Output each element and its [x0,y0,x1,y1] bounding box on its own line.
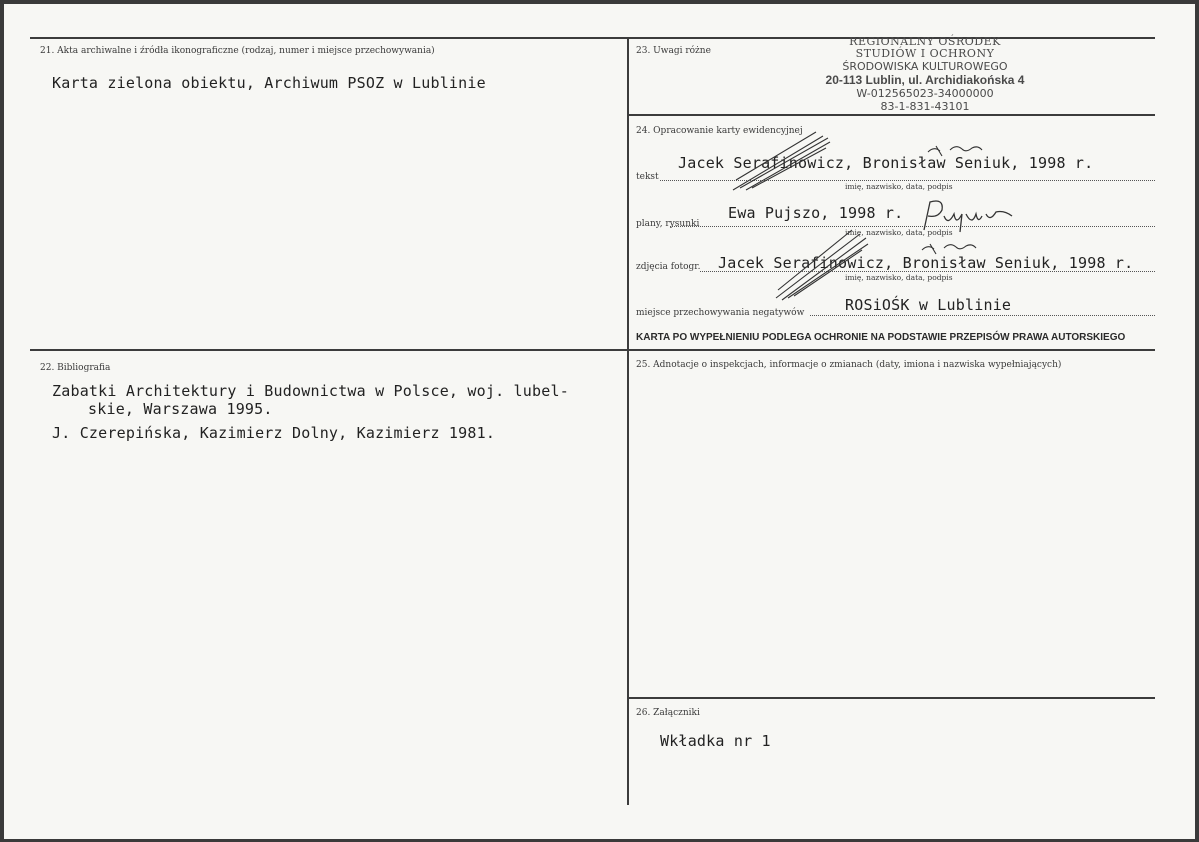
rule-between-21-22 [30,349,1155,351]
institution-stamp [812,36,1038,118]
signature-seniuk-text [926,140,986,162]
negatives-field-line [810,315,1155,316]
card-border-right [1195,0,1199,842]
attachments-value: Wkładka nr 1 [660,732,771,750]
section-21-label: 21. Akta archiwalne i źródła ikonograficzne (rodzaj, numer i miejsce przechowywania) [40,46,435,56]
rule-above-26 [627,697,1155,699]
photos-field-label: zdjęcia fotogr. [636,262,701,272]
stamp-line-3: ŚRODOWISKA KULTUROWEGO [842,60,1008,73]
photos-field-line [700,271,1155,272]
signature-pujszo [918,196,1018,236]
stamp-line-6: 83-1-831-43101 [880,100,970,113]
card-border-top [0,0,1199,4]
stamp-line-4: 20-113 Lublin, ul. Archidiakońska 4 [825,73,1025,87]
bibliography-entry-2: J. Czerepińska, Kazimierz Dolny, Kazimierz 1981. [52,424,496,442]
text-author-value: Jacek Serafinowicz, Bronisław Seniuk, 1998 r. [678,154,1094,172]
stamp-line-5: W-012565023-34000000 [856,87,994,100]
section-26-label: 26. Załączniki [636,708,700,718]
bibliography-entry-1-line-1: Zabatki Architektury i Budownictwa w Polsce, woj. lubel- [52,382,569,400]
section-24-label: 24. Opracowanie karty ewidencyjnej [636,126,803,136]
negatives-location-value: ROSiOŚK w Lublinie [845,296,1012,314]
plans-field-label: plany, rysunki [636,219,700,229]
column-divider [627,37,629,805]
text-field-caption: imię, nazwisko, data, podpis [845,182,953,191]
plans-field-caption: imię, nazwisko, data, podpis [845,228,953,237]
section-21-value: Karta zielona obiektu, Archiwum PSOZ w Lublinie [52,74,486,92]
plans-author-value: Ewa Pujszo, 1998 r. [728,204,904,222]
photos-author-value: Jacek Serafinowicz, Bronisław Seniuk, 1998 r. [718,254,1134,272]
card-border-left [0,0,4,842]
section-25-label: 25. Adnotacje o inspekcjach, informacje o zmianach (daty, imiona i nazwiska wypełniających) [636,360,1062,370]
stamp-line-2: STUDIÓW I OCHRONY [855,47,995,60]
bibliography-entry-1-line-2: skie, Warszawa 1995. [88,400,273,418]
section-22-label: 22. Bibliografia [40,363,111,373]
section-23-label: 23. Uwagi różne [636,46,711,56]
stamp-line-1: REGIONALNY OŚRODEK [849,35,1001,48]
signature-seniuk-photos [920,238,980,260]
copyright-note: KARTA PO WYPEŁNIENIU PODLEGA OCHRONIE NA PODSTAWIE PRZEPISÓW PRAWA AUTORSKIEGO [636,332,1126,343]
signature-scribble-text [728,128,838,198]
signature-scribble-photos [772,228,872,303]
plans-field-line [670,226,1155,227]
photos-field-caption: imię, nazwisko, data, podpis [845,273,953,282]
negatives-field-label: miejsce przechowywania negatywów [636,308,805,318]
text-field-label: tekst [636,172,659,182]
